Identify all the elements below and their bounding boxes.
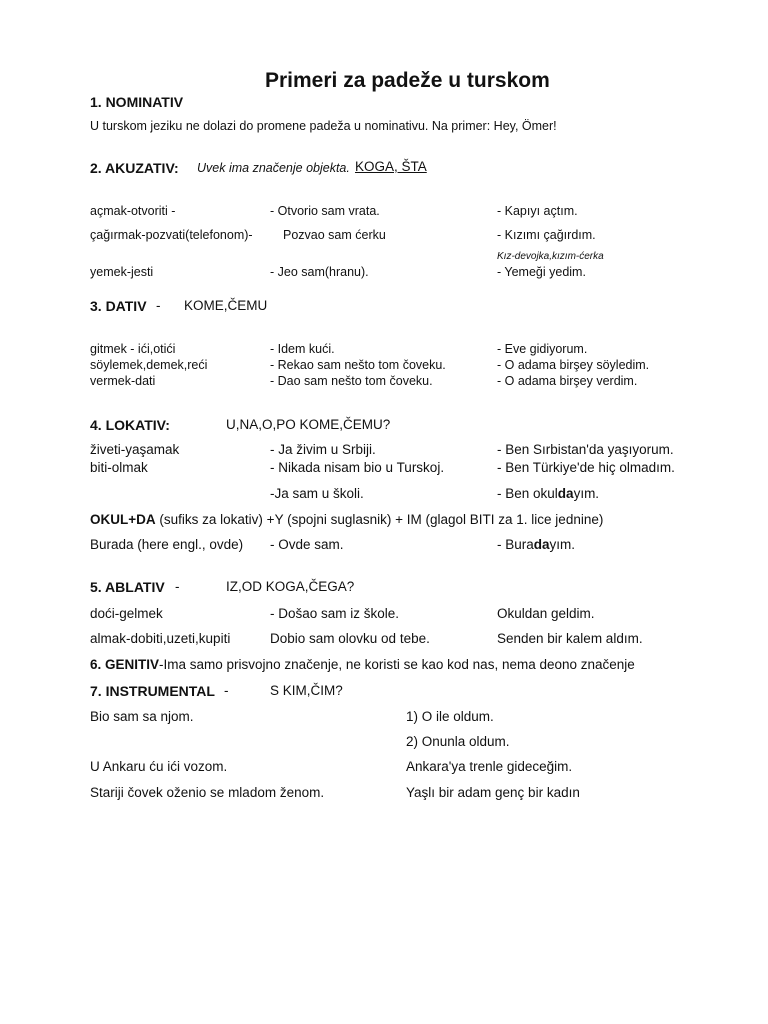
akuzativ-row-verb: yemek-jesti [90,265,154,279]
dativ-row-verb: vermek-dati [90,374,156,388]
lokativ-row-verb: biti-olmak [90,460,148,475]
lokativ-rule-bold: OKUL+DA [90,512,156,527]
lokativ-school-tr-pre: - Ben okul [497,486,558,501]
instrumental-row-sr: Bio sam sa njom. [90,709,194,724]
instrumental-row-sr: Stariji čovek oženio se mladom ženom. [90,785,325,800]
ablativ-row-tr: Okuldan geldim. [497,606,595,621]
instrumental-row-tr: 2) Onunla oldum. [406,734,510,749]
lokativ-here-tr [497,538,575,552]
akuzativ-question: KOGA, ŠTA [355,159,427,174]
instrumental-question: S KIM,ČIM? [270,683,343,698]
akuzativ-row-verb: açmak-otvoriti - [90,204,176,218]
ablativ-question: IZ,OD KOGA,ČEGA? [226,579,355,594]
akuzativ-row-tr: - Yemeği yedim. [497,265,586,279]
section-genitiv [90,658,635,672]
dativ-row-sr: - Rekao sam nešto tom čoveku. [270,358,446,372]
ablativ-row-sr: Dobio sam olovku od tebe. [270,631,430,646]
section-heading-instrumental: 7. INSTRUMENTAL [90,683,215,699]
dativ-row-verb: gitmek - ići,otići [90,342,176,356]
akuzativ-gloss: Kız-devojka,kızım-ćerka [497,251,604,262]
lokativ-row-sr: - Ja živim u Srbiji. [270,442,376,457]
section-heading-akuzativ: 2. AKUZATIV: [90,160,179,176]
lokativ-row-verb: živeti-yaşamak [90,442,180,457]
genitiv-text: -Ima samo prisvojno značenje, ne koristi se kao kod nas, nema deono značenje [159,657,635,672]
akuzativ-note: Uvek ima značenje objekta. [197,161,350,175]
dativ-row-tr: - O adama birşey söyledim. [497,358,650,372]
section-heading-dativ: 3. DATIV [90,298,147,314]
lokativ-here-tr-suffix: da [533,537,550,552]
ablativ-row-verb: almak-dobiti,uzeti,kupiti [90,631,231,646]
dativ-row-sr: - Dao sam nešto tom čoveku. [270,374,433,388]
lokativ-here-sr: - Ovde sam. [270,537,344,552]
akuzativ-row-sr: - Jeo sam(hranu). [270,265,369,279]
ablativ-row-verb: doći-gelmek [90,606,163,621]
instrumental-row-tr: 1) O ile oldum. [406,709,494,724]
section-heading-nominativ: 1. NOMINATIV [90,94,184,110]
akuzativ-row-sr: - Otvorio sam vrata. [270,204,380,218]
lokativ-school-tr-suffix: da [557,486,574,501]
lokativ-school-tr [497,487,599,501]
instrumental-row-tr: Ankara'ya trenle gideceğim. [406,759,573,774]
instrumental-row-sr: U Ankaru ću ići vozom. [90,759,228,774]
lokativ-row-tr: - Ben Türkiye'de hiç olmadım. [497,460,675,475]
dativ-row-sr: - Idem kući. [270,342,335,356]
akuzativ-row-verb: çağırmak-pozvati(telefonom)- [90,228,253,242]
lokativ-school-sr: -Ja sam u školi. [270,486,364,501]
lokativ-school-tr-post: yım. [573,486,600,501]
akuzativ-row-sr: Pozvao sam ćerku [283,228,386,242]
lokativ-rule [90,513,603,527]
ablativ-dash: - [175,579,180,594]
akuzativ-row-tr: - Kızımı çağırdım. [497,228,596,242]
lokativ-row-tr: - Ben Sırbistan'da yaşıyorum. [497,442,674,457]
section-heading-lokativ: 4. LOKATIV: [90,417,170,433]
akuzativ-row-tr: - Kapıyı açtım. [497,204,578,218]
dativ-row-verb: söylemek,demek,reći [90,358,208,372]
page-title: Primeri za padeže u turskom [265,69,550,92]
instrumental-row-tr: Yaşlı bir adam genç bir kadın [406,785,580,800]
lokativ-here-tr-pre: - Bura [497,537,534,552]
instrumental-dash: - [224,683,229,698]
section-heading-ablativ: 5. ABLATIV [90,579,165,595]
section-heading-genitiv: 6. GENITIV [90,657,160,672]
lokativ-row-sr: - Nikada nisam bio u Turskoj. [270,460,445,475]
lokativ-here-verb: Burada (here engl., ovde) [90,537,244,552]
ablativ-row-tr: Senden bir kalem aldım. [497,631,643,646]
lokativ-rule-text: (sufiks za lokativ) +Y (spojni suglasnik) + IM (glagol BITI za 1. lice jednine) [159,512,604,527]
lokativ-question: U,NA,O,PO KOME,ČEMU? [226,417,391,432]
dativ-row-tr: - O adama birşey verdim. [497,374,638,388]
lokativ-here-tr-post: yım. [549,537,576,552]
nominativ-text: U turskom jeziku ne dolazi do promene padeža u nominativu. Na primer: Hey, Ömer! [90,119,557,133]
dativ-dash: - [156,298,161,313]
dativ-row-tr: - Eve gidiyorum. [497,342,588,356]
dativ-question: KOME,ČEMU [184,298,268,313]
ablativ-row-sr: - Došao sam iz škole. [270,606,400,621]
